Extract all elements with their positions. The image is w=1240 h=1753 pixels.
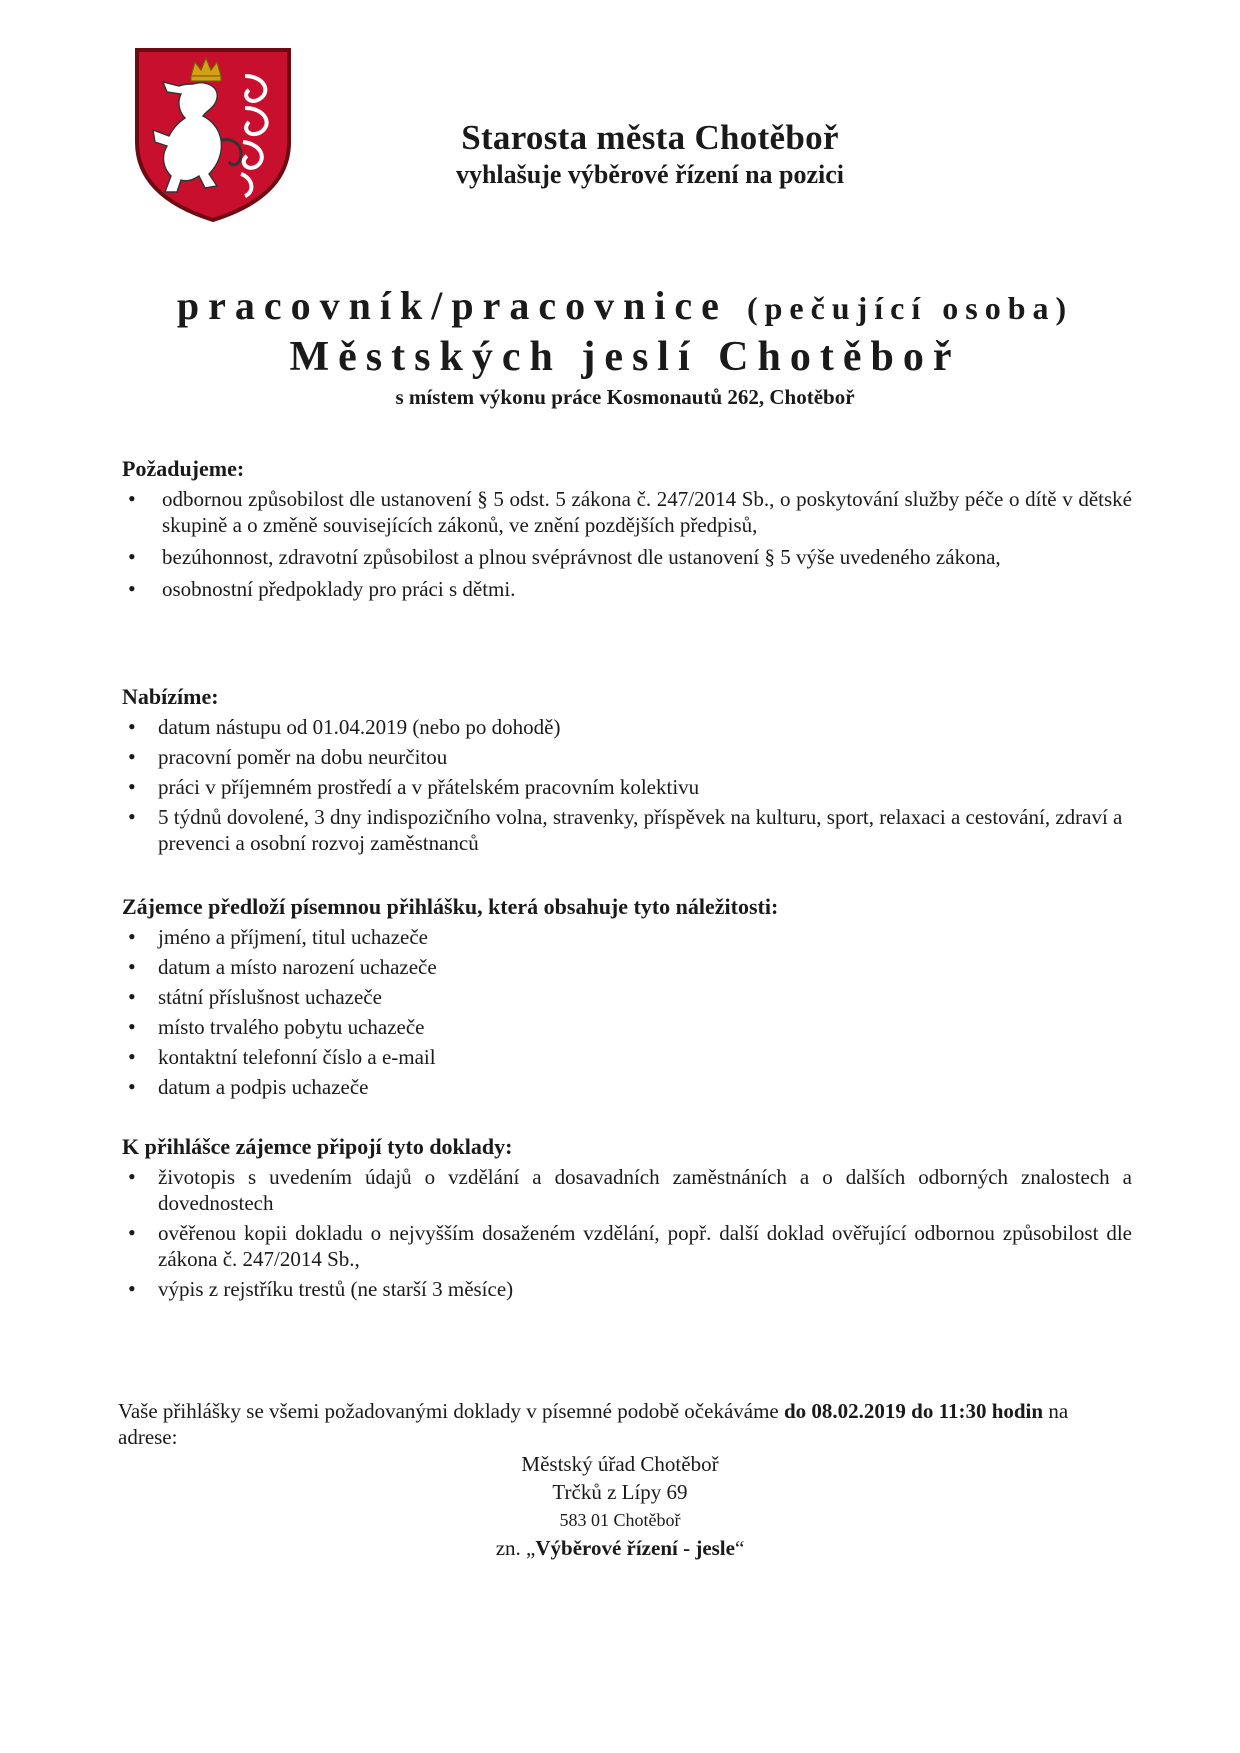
list-item: • výpis z rejstříku trestů (ne starší 3 měsíce): [122, 1276, 1132, 1302]
requirements-list: [122, 486, 1132, 602]
coat-of-arms: [133, 46, 293, 224]
documents-section: [122, 1134, 1132, 1306]
application-list: [122, 924, 1132, 1100]
position-note: (pečující osoba): [746, 290, 1074, 326]
reference-label: Výběrové řízení - jesle: [535, 1536, 735, 1560]
list-item: • místo trvalého pobytu uchazeče: [122, 1014, 1132, 1040]
document-header: [390, 118, 910, 192]
documents-heading: K přihlášce zájemce připojí tyto doklady:: [122, 1134, 513, 1159]
list-item: • státní příslušnost uchazeče: [122, 984, 1132, 1010]
list-item: • jméno a příjmení, titul uchazeče: [122, 924, 1132, 950]
workplace-address: s místem výkonu práce Kosmonautů 262, Chotěboř: [395, 385, 855, 409]
list-item: • životopis s uvedením údajů o vzdělání a dosavadních zaměstnáních a o dalších odborných znalostech a dovednostech: [122, 1164, 1132, 1216]
position-name: pracovník/pracovnice: [176, 283, 728, 328]
address-reference: [380, 1534, 860, 1562]
list-item: • datum a podpis uchazeče: [122, 1074, 1132, 1100]
list-item: • odbornou způsobilost dle ustanovení § 5 odst. 5 zákona č. 247/2014 Sb., o poskytování služby péče o dítě v dětské skupině a o změně souvisejících zákonů, ve znění pozdějších předpisů,: [122, 486, 1132, 538]
application-section: [122, 894, 1132, 1104]
closing-text: Vaše přihlášky se všemi požadovanými doklady v písemné podobě očekáváme: [118, 1399, 779, 1423]
header-subtitle: vyhlašuje výběrové řízení na pozici: [455, 160, 845, 189]
offer-heading: Nabízíme:: [122, 684, 219, 709]
requirements-section: [122, 456, 1132, 608]
application-heading: Zájemce předloží písemnou přihlášku, která obsahuje tyto náležitosti:: [122, 894, 779, 919]
list-item: • práci v příjemném prostředí a v přátelském pracovním kolektivu: [122, 774, 1132, 800]
position-line-1: [120, 282, 1130, 332]
position-title: [120, 282, 1130, 412]
closing-text-end: na adrese:: [118, 1399, 1069, 1449]
reference-suffix: “: [734, 1536, 745, 1560]
address-city: 583 01 Chotěboř: [559, 1510, 681, 1530]
reference-prefix: zn. „: [495, 1536, 536, 1560]
list-item: • datum a místo narození uchazeče: [122, 954, 1132, 980]
address-street: Trčků z Lípy 69: [552, 1480, 688, 1504]
employer-name: Městských jeslí Chotěboř: [289, 334, 961, 380]
documents-list: [122, 1164, 1132, 1302]
list-item: • pracovní poměr na dobu neurčitou: [122, 744, 1132, 770]
list-item: • bezúhonnost, zdravotní způsobilost a plnou svéprávnost dle ustanovení § 5 výše uvedeného zákona,: [122, 544, 1132, 570]
closing-paragraph: [118, 1398, 1128, 1450]
list-item: • datum nástupu od 01.04.2019 (nebo po dohodě): [122, 714, 1132, 740]
list-item: • osobnostní předpoklady pro práci s dětmi.: [122, 576, 1132, 602]
list-item: • 5 týdnů dovolené, 3 dny indispozičního volna, stravenky, příspěvek na kulturu, sport, relaxaci a cestování, zdraví a prevenci a osobní rozvoj zaměstnanců: [122, 804, 1132, 856]
header-title: Starosta města Chotěboř: [461, 118, 839, 157]
list-item: • ověřenou kopii dokladu o nejvyšším dosaženém vzdělání, popř. další doklad ověřující odbornou způsobilost dle zákona č. 247/2014 Sb.,: [122, 1220, 1132, 1272]
address-office: Městský úřad Chotěboř: [521, 1452, 719, 1476]
submission-address: [380, 1450, 860, 1562]
deadline: do 08.02.2019 do 11:30 hodin: [784, 1399, 1044, 1423]
list-item: • kontaktní telefonní číslo a e-mail: [122, 1044, 1132, 1070]
offer-list: [122, 714, 1132, 856]
offer-section: [122, 684, 1132, 860]
requirements-heading: Požadujeme:: [122, 456, 245, 481]
